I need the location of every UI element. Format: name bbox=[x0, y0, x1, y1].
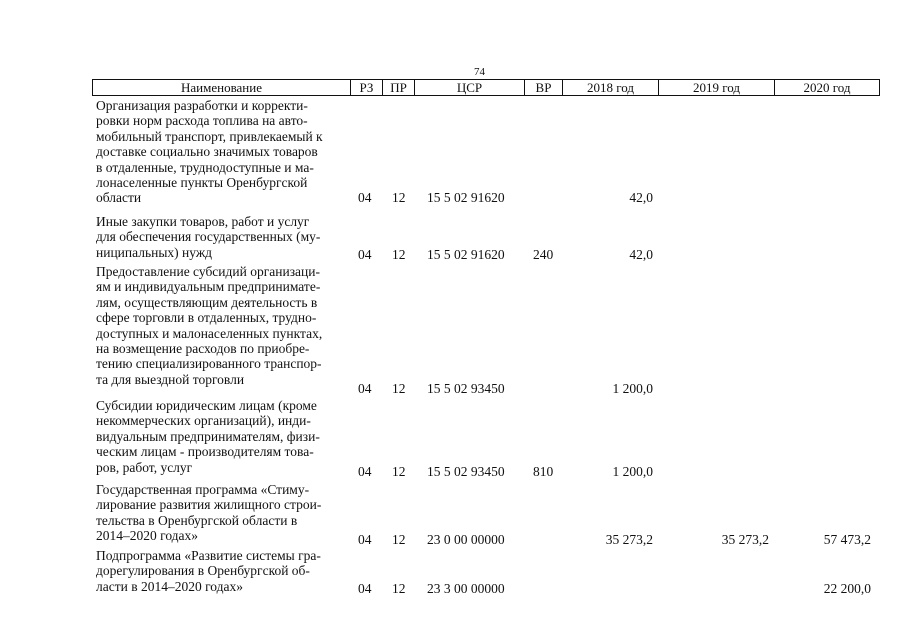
row-rz: 04 bbox=[358, 532, 372, 547]
row-name: Подпрограмма «Развитие системы гра- дорегулирования в Оренбургской об- ласти в 2014–2020 годах» bbox=[96, 548, 321, 594]
row-2019: 35 273,2 bbox=[721, 532, 769, 547]
header-vr: ВР bbox=[525, 80, 563, 95]
row-pr: 12 bbox=[392, 190, 406, 205]
row-csr: 23 0 00 00000 bbox=[427, 532, 505, 547]
row-name: Субсидии юридическим лицам (кроме некоммерческих организаций), инди- видуальным предпринимателям, физи- ческим лицам - производителям това- ров, работ, услуг bbox=[96, 398, 320, 475]
row-name: Организация разработки и корректи- ровки норм расхода топлива на авто- мобильный транспорт, привлекаемый к доставке социально значимых товаров в отдаленные, труднодоступные и ма- лонаселенные пункты Оренбургской области bbox=[96, 98, 323, 206]
row-name: Государственная программа «Стиму- лирование развития жилищного строи- тельства в Оренбургской области в 2014–2020 годах» bbox=[96, 482, 322, 544]
page-number: 74 bbox=[474, 66, 485, 78]
row-pr: 12 bbox=[392, 464, 406, 479]
header-2020: 2020 год bbox=[803, 80, 851, 95]
row-2018: 1 200,0 bbox=[612, 381, 653, 396]
row-2020: 57 473,2 bbox=[823, 532, 871, 547]
row-vr: 810 bbox=[533, 464, 554, 479]
row-rz: 04 bbox=[358, 247, 372, 262]
header-csr: ЦСР bbox=[415, 80, 525, 95]
header-2018: 2018 год bbox=[563, 80, 659, 95]
header-2019: 2019 год bbox=[659, 80, 775, 95]
header-pr: ПР bbox=[383, 80, 415, 95]
row-csr: 15 5 02 91620 bbox=[427, 247, 505, 262]
row-rz: 04 bbox=[358, 581, 372, 596]
row-2018: 42,0 bbox=[629, 247, 653, 262]
row-pr: 12 bbox=[392, 532, 406, 547]
row-csr: 15 5 02 93450 bbox=[427, 381, 505, 396]
row-csr: 23 3 00 00000 bbox=[427, 581, 505, 596]
row-2018: 1 200,0 bbox=[612, 464, 653, 479]
row-name: Иные закупки товаров, работ и услуг для обеспечения государственных (му- ниципальных) нужд bbox=[96, 214, 321, 260]
row-name: Предоставление субсидий организаци- ям и индивидуальным предпринимате- лям, осуществляющим деятельность в сфере торговли в отдаленных, трудно- доступных и малонаселенных пунктах, на возмещение расходов по приобре- тению специализированного транспор- та для выездной торговли bbox=[96, 264, 323, 387]
table-header bbox=[92, 79, 880, 96]
row-rz: 04 bbox=[358, 381, 372, 396]
row-2018: 35 273,2 bbox=[605, 532, 653, 547]
row-2018: 42,0 bbox=[629, 190, 653, 205]
row-vr: 240 bbox=[533, 247, 554, 262]
header-rz: РЗ bbox=[351, 80, 383, 95]
row-rz: 04 bbox=[358, 190, 372, 205]
row-csr: 15 5 02 93450 bbox=[427, 464, 505, 479]
row-2020: 22 200,0 bbox=[823, 581, 871, 596]
row-pr: 12 bbox=[392, 381, 406, 396]
row-pr: 12 bbox=[392, 247, 406, 262]
row-rz: 04 bbox=[358, 464, 372, 479]
row-csr: 15 5 02 91620 bbox=[427, 190, 505, 205]
header-name: Наименование bbox=[93, 80, 351, 95]
row-pr: 12 bbox=[392, 581, 406, 596]
